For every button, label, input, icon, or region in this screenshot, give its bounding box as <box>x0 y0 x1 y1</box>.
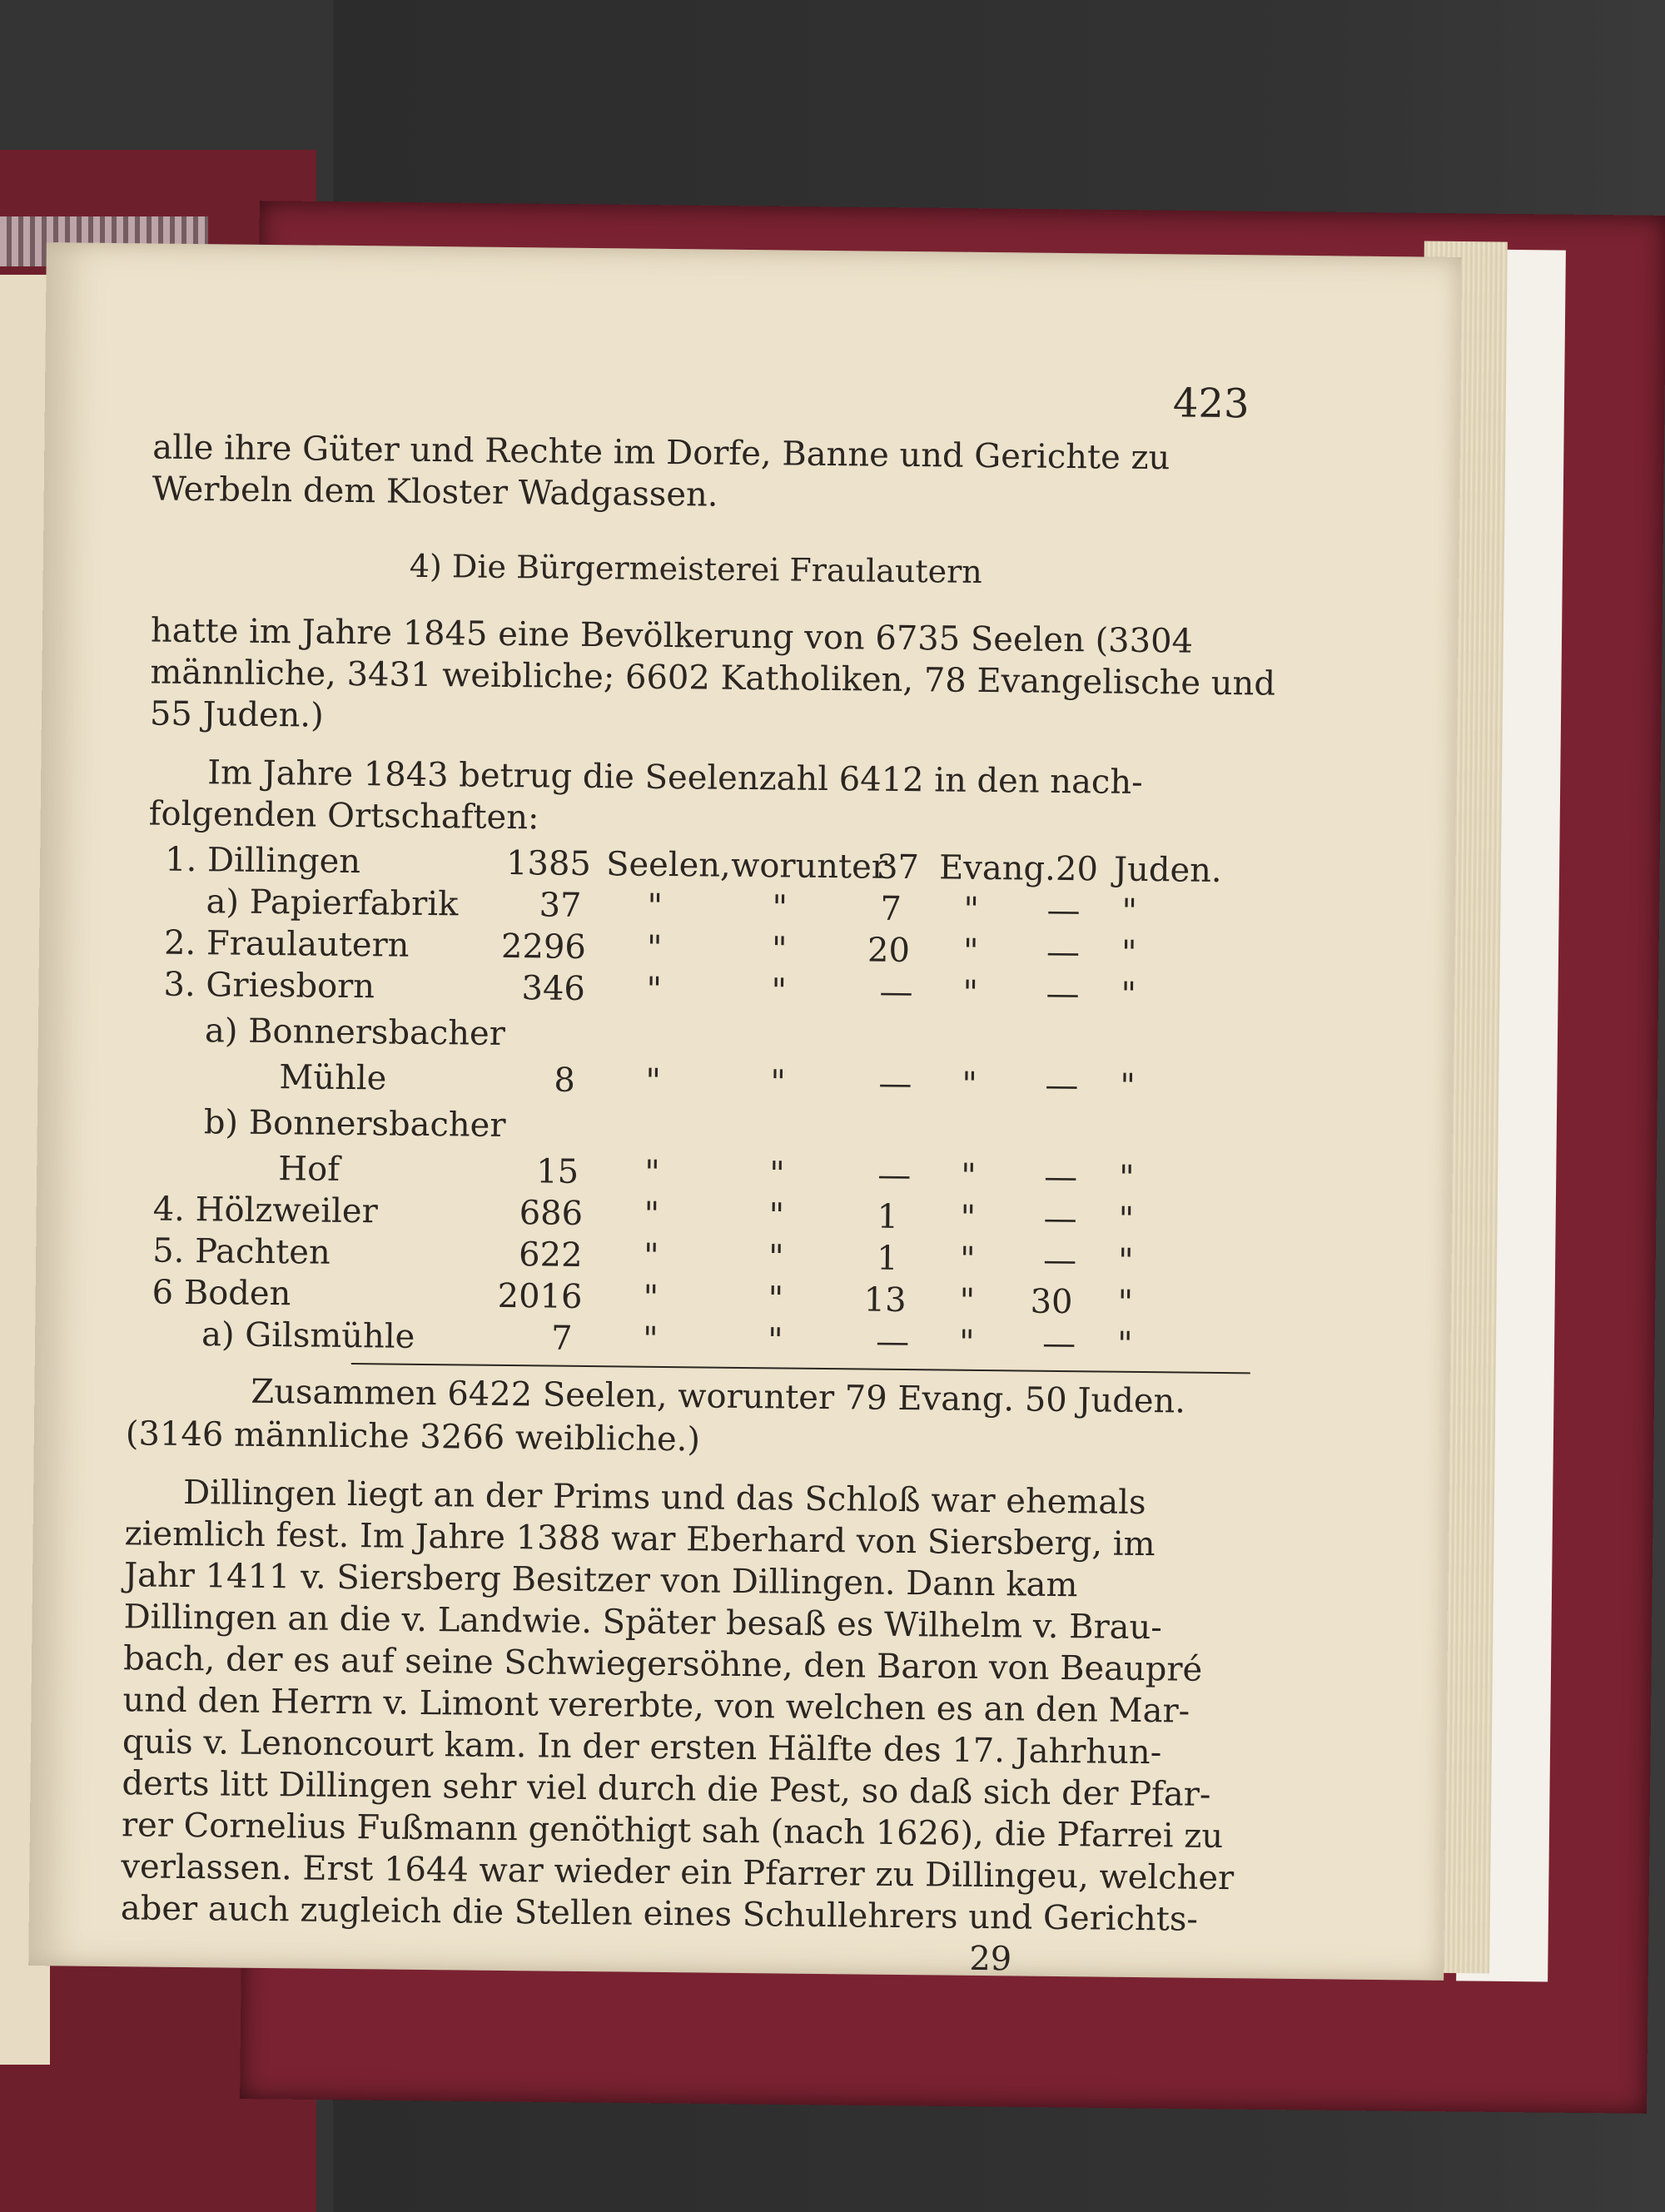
table-cell: " <box>644 1195 660 1234</box>
table-cell: Seelen, <box>605 845 732 885</box>
table-cell: " <box>772 888 788 927</box>
table-row-label: 5. Pachten <box>152 1231 331 1272</box>
table-row-num: 622 <box>518 1235 583 1275</box>
paragraph-line: folgenden Ortschaften: <box>148 794 539 838</box>
table-cell: " <box>1117 1241 1134 1280</box>
table-cell: " <box>771 972 788 1011</box>
table-cell: — <box>1043 1199 1077 1239</box>
paragraph-line: Im Jahre 1843 betrug die Seelenzahl 6412 in den nach- <box>206 753 1143 802</box>
table-cell: " <box>1118 1200 1135 1239</box>
book-page <box>28 242 1462 1981</box>
paragraph-line: Dillingen liegt an der Prims und das Schloß war ehemals <box>182 1473 1146 1523</box>
table-row-label: 3. Griesborn <box>163 965 375 1007</box>
table-cell: — <box>878 1064 912 1104</box>
table-cell: " <box>1116 1325 1133 1364</box>
table-cell: " <box>1121 892 1138 931</box>
table-cell: — <box>879 972 913 1012</box>
table-cell: " <box>960 1198 977 1237</box>
table-cell: — <box>1041 1324 1076 1364</box>
table-row-num: 1385 <box>505 843 592 884</box>
table-row-num: 7 <box>550 1319 573 1358</box>
table-cell: " <box>645 1061 662 1101</box>
table-row-num: 686 <box>519 1194 584 1233</box>
table-cell: 20 <box>1055 849 1099 889</box>
table-cell: — <box>875 1322 910 1362</box>
paragraph-line: verlassen. Erst 1644 war wieder ein Pfarrer zu Dillingeu, welcher <box>121 1847 1235 1898</box>
table-cell: 37 <box>876 848 920 887</box>
table-cell: " <box>959 1281 976 1320</box>
table-cell: 7 <box>880 889 902 928</box>
table-cell: " <box>646 928 663 967</box>
table-cell: " <box>644 1153 660 1192</box>
table-cell: 1 <box>876 1239 898 1278</box>
paragraph-line: derts litt Dillingen sehr viel durch die Pest, so daß sich der Pfar- <box>122 1764 1211 1814</box>
table-row-num: 2296 <box>500 927 587 967</box>
paragraph-line: hatte im Jahre 1845 eine Bevölkerung von 6735 Seelen (3304 <box>150 611 1194 661</box>
table-cell: " <box>768 1238 784 1277</box>
table-cell: 20 <box>867 931 911 971</box>
table-cell: " <box>1121 933 1137 972</box>
table-cell: " <box>646 970 663 1009</box>
paragraph-line: quis v. Lenoncourt kam. In der ersten Hälfte des 17. Jahrhun- <box>122 1722 1162 1772</box>
table-total-note: (3146 männliche 3266 weibliche.) <box>125 1414 701 1459</box>
table-cell: " <box>647 887 664 926</box>
table-cell: — <box>1043 1157 1078 1197</box>
table-cell: " <box>1118 1158 1135 1197</box>
table-cell: — <box>877 1156 912 1195</box>
table-cell: — <box>1045 1066 1079 1106</box>
table-cell: " <box>767 1321 783 1360</box>
continuation-line: Werbeln dem Kloster Wadgassen. <box>152 470 718 514</box>
table-cell: " <box>962 973 979 1012</box>
table-cell: — <box>1046 891 1081 931</box>
table-cell: " <box>768 1196 785 1235</box>
table-cell: — <box>1046 932 1081 972</box>
page-number: 423 <box>1172 380 1250 428</box>
table-cell: worunter <box>730 846 888 887</box>
table-cell: " <box>962 932 979 971</box>
paragraph-line: bach, der es auf seine Schwiegersöhne, den Baron von Beaupré <box>122 1639 1203 1689</box>
table-cell: " <box>958 1323 975 1362</box>
paragraph-line: Jahr 1411 v. Siersberg Besitzer von Dillingen. Dann kam <box>123 1556 1078 1605</box>
paragraph-line: ziemlich fest. Im Jahre 1388 war Eberhard von Siersberg, im <box>124 1514 1156 1564</box>
table-cell: " <box>963 890 980 929</box>
paragraph-line: aber auch zugleich die Stellen eines Schullehrers und Gerichts- <box>120 1889 1199 1939</box>
table-cell: " <box>1120 1066 1136 1106</box>
table-row-label: Hof <box>278 1150 340 1189</box>
table-row-label: b) Bonnersbacher <box>203 1103 506 1145</box>
table-row-label: 2. Fraulautern <box>163 923 410 965</box>
section-heading: 4) Die Bürgermeisterei Fraulautern <box>409 547 983 590</box>
table-cell: " <box>642 1320 659 1359</box>
sum-rule <box>351 1363 1250 1374</box>
signature-mark: 29 <box>969 1939 1012 1979</box>
table-cell: " <box>1117 1283 1134 1322</box>
table-row-label: 4. Hölzweiler <box>152 1190 378 1231</box>
paragraph-line: rer Cornelius Fußmann genöthigt sah (nach 1626), die Pfarrei zu <box>121 1806 1224 1857</box>
paragraph-line: Dillingen an die v. Landwie. Später besaß es Wilhelm v. Brau- <box>123 1598 1163 1648</box>
table-row-label: a) Bonnersbacher <box>204 1012 506 1053</box>
table-row-label: 6 Boden <box>152 1273 291 1314</box>
table-row-num: 15 <box>535 1152 579 1191</box>
paragraph-line: männliche, 3431 weibliche; 6602 Katholiken, 78 Evangelische und <box>150 653 1276 703</box>
table-cell: — <box>1042 1240 1077 1280</box>
table-total: Zusammen 6422 Seelen, worunter 79 Evang. 50 Juden. <box>251 1372 1186 1421</box>
table-row-num: 2016 <box>497 1276 583 1316</box>
table-row-num: 8 <box>554 1061 576 1100</box>
table-cell: Evang. <box>938 848 1056 888</box>
table-cell: " <box>771 930 788 969</box>
table-cell: " <box>770 1063 787 1102</box>
table-row-num: 37 <box>539 886 582 925</box>
table-cell: " <box>959 1240 976 1279</box>
table-cell: " <box>962 1065 977 1104</box>
table-cell: " <box>643 1236 659 1275</box>
table-cell: 30 <box>1030 1282 1073 1322</box>
table-cell: " <box>960 1156 977 1195</box>
table-cell: " <box>1121 975 1137 1014</box>
table-cell: " <box>768 1280 784 1319</box>
table-row-label: Mühle <box>279 1058 387 1098</box>
table-cell: " <box>643 1278 659 1317</box>
table-cell: Juden. <box>1113 850 1222 890</box>
table-row-label: a) Gilsmühle <box>201 1315 415 1356</box>
table-cell: — <box>1046 974 1080 1014</box>
paragraph-line: und den Herrn v. Limont vererbte, von welchen es an den Mar- <box>122 1681 1190 1731</box>
table-row-num: 346 <box>521 969 586 1008</box>
paragraph-line: 55 Juden.) <box>149 694 324 735</box>
table-row-label: a) Papierfabrik <box>206 882 459 924</box>
table-cell: " <box>768 1155 785 1194</box>
table-cell: 1 <box>877 1197 899 1236</box>
table-row-label: 1. Dillingen <box>164 840 361 882</box>
continuation-line: alle ihre Güter und Rechte im Dorfe, Banne und Gerichte zu <box>152 428 1170 478</box>
table-cell: 13 <box>863 1280 907 1320</box>
